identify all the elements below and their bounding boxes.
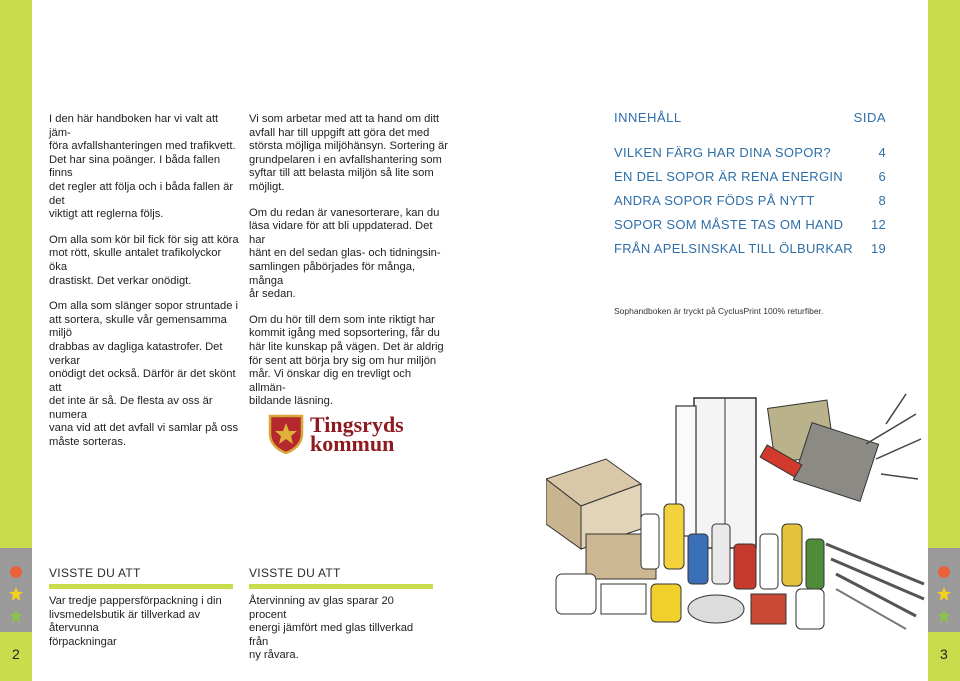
toc-entry-title: VILKEN FÄRG HAR DINA SOPOR? — [614, 145, 831, 160]
toc-entry-title: ANDRA SOPOR FÖDS PÅ NYTT — [614, 193, 815, 208]
fact-box-text: Var tredje pappersförpackning i din livsmedelsbutik är tillverkad av återvunna förpackningar — [49, 595, 222, 648]
toc-entry-page: 6 — [878, 169, 886, 184]
waste-pile-illustration — [546, 384, 926, 646]
toc-header — [614, 110, 886, 125]
toc-entry[interactable] — [614, 237, 886, 261]
toc-entry-page: 12 — [870, 217, 886, 232]
green-star-icon — [8, 608, 24, 624]
toc-entry-title: FRÅN APELSINSKAL TILL ÖLBURKAR — [614, 241, 853, 256]
logo-line-2: kommun — [310, 431, 395, 456]
fact-box-glass — [249, 566, 433, 663]
toc-entry[interactable] — [614, 165, 886, 189]
left-side-bar — [0, 0, 32, 681]
fact-box-divider — [49, 584, 233, 589]
toc-entry[interactable] — [614, 189, 886, 213]
page-number-left: 2 — [12, 646, 20, 662]
coat-of-arms-icon — [268, 414, 304, 454]
toc-entry[interactable] — [614, 141, 886, 165]
yellow-star-icon — [8, 586, 24, 602]
toc-entry-title: SOPOR SOM MÅSTE TAS OM HAND — [614, 217, 844, 232]
toc-entry-page: 4 — [878, 145, 886, 160]
paragraph: Vi som arbetar med att ta hand om ditt avfall har till uppgift att göra det med största möjliga miljöhänsyn. Sortering är grundpelaren i en avfallshantering som syftar till att belasta miljön så lite som möjligt. — [249, 113, 448, 193]
intro-column-2 — [249, 113, 449, 421]
fact-box-paper — [49, 566, 233, 649]
fact-box-heading: VISSTE DU ATT — [249, 566, 341, 580]
toc-entry-page: 19 — [870, 241, 886, 256]
print-note: Sophandboken är tryckt på CyclusPrint 100% returfiber. — [614, 306, 824, 316]
fact-box-heading: VISSTE DU ATT — [49, 566, 141, 580]
toc-entry-title: EN DEL SOPOR ÄR RENA ENERGIN — [614, 169, 843, 184]
green-star-icon — [936, 608, 952, 624]
right-side-bar — [928, 0, 960, 681]
toc-entry[interactable] — [614, 213, 886, 237]
page-number-right: 3 — [940, 646, 948, 662]
toc-page-heading: SIDA — [853, 110, 886, 125]
tingsryd-kommun-logo — [268, 414, 404, 454]
logo-wordmark — [310, 412, 404, 456]
toc-heading: INNEHÅLL — [614, 110, 682, 125]
orange-star-icon — [8, 564, 24, 580]
toc-entry-page: 8 — [878, 193, 886, 208]
paragraph: Om du hör till dem som inte riktigt har kommit igång med sopsortering, får du här lite kunskap på vägen. Det är aldrig för sent att börja bry sig om hur miljön mår. Vi önskar dig en trevligt och allmän- bildande läsning. — [249, 313, 444, 408]
fact-box-text: Återvinning av glas sparar 20 procent energi jämfört med glas tillverkad från ny råvara. — [249, 595, 414, 662]
intro-column-1 — [49, 113, 239, 462]
paragraph: Om alla som kör bil fick för sig att köra mot rött, skulle antalet trafikolyckor öka drastiskt. Det verkar onödigt. — [49, 233, 239, 287]
paragraph: Om du redan är vanesorterare, kan du läsa vidare för att bli uppdaterad. Det har hänt en del sedan glas- och tidningsin- samlingen påbörjades för många, många år sedan. — [249, 206, 441, 301]
logo-line-1: Tingsryds — [310, 412, 404, 437]
fact-box-divider — [249, 584, 433, 589]
table-of-contents — [614, 110, 886, 261]
orange-star-icon — [936, 564, 952, 580]
paragraph: I den här handboken har vi valt att jäm- föra avfallshanteringen med trafikvett. Det har sina poänger. I båda fallen finns det regler att följa och i båda fallen är det viktigt att reglerna följs. — [49, 113, 236, 221]
yellow-star-icon — [936, 586, 952, 602]
paragraph: Om alla som slänger sopor struntade i att sortera, skulle vår gemensamma miljö drabbas av dagliga katastrofer. Det verkar onödigt det också. Därför är det skönt att det inte är så. De flesta av oss är numera vana vid att det avfall vi samlar på oss måste sorteras. — [49, 300, 239, 449]
